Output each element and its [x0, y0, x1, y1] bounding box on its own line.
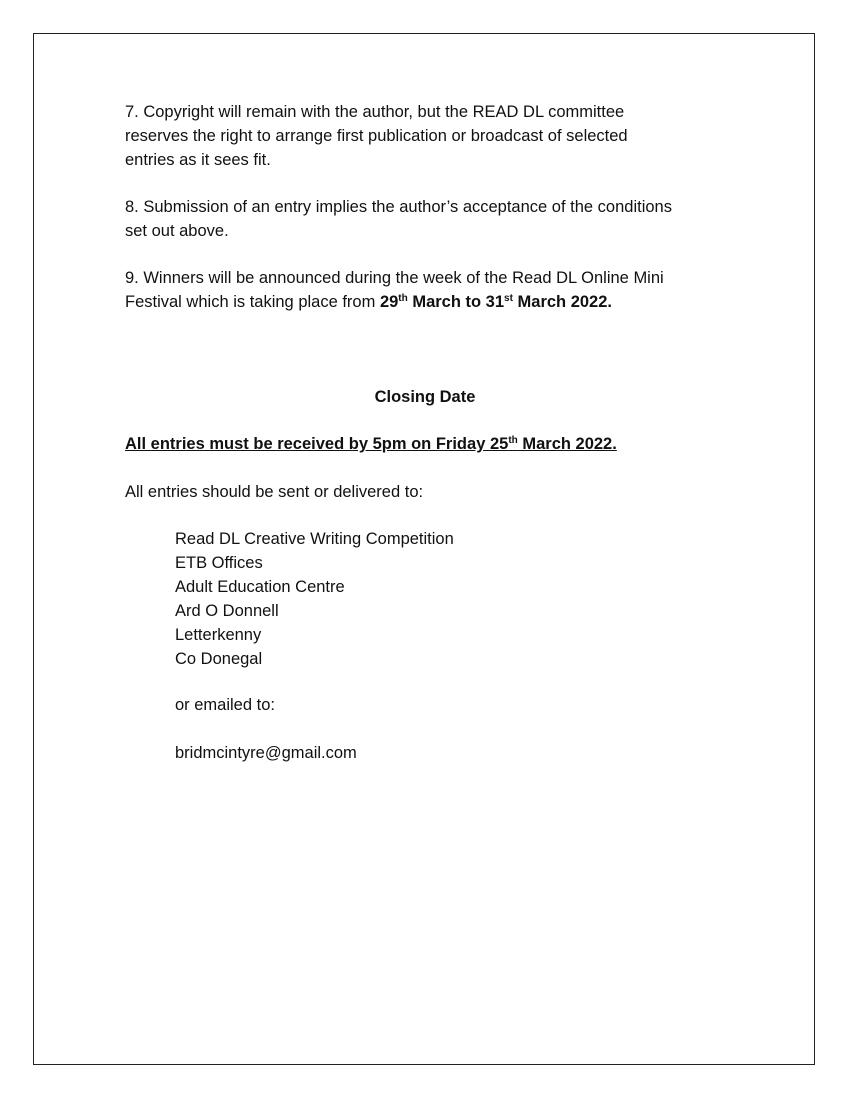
deadline-day-suffix: th — [508, 435, 518, 446]
rule-8-line-1: 8. Submission of an entry implies the author’s acceptance of the conditions — [125, 198, 672, 216]
address-line: Letterkenny — [175, 626, 262, 644]
rule-7-line-3: entries as it sees fit. — [125, 151, 271, 169]
closing-date-heading: Closing Date — [374, 388, 476, 406]
rule-7-line-1: 7. Copyright will remain with the author, but the READ DL committee — [125, 103, 625, 121]
festival-date-mid: March to 31 — [407, 293, 505, 311]
postal-address — [175, 527, 454, 671]
festival-start-suffix: th — [398, 293, 408, 304]
rule-item-8 — [125, 195, 672, 243]
rule-8-line-2: set out above. — [125, 222, 229, 240]
rule-9-line-2-prefix: Festival which is taking place from — [125, 293, 380, 311]
address-line: Co Donegal — [175, 650, 263, 668]
address-line: Adult Education Centre — [175, 578, 345, 596]
rule-item-7 — [125, 100, 628, 172]
address-line: Read DL Creative Writing Competition — [175, 530, 454, 548]
rule-9-line-2 — [125, 290, 664, 314]
rule-item-9 — [125, 266, 664, 314]
deadline-suffix: March 2022. — [517, 435, 617, 453]
address-line: Ard O Donnell — [175, 602, 279, 620]
send-intro: All entries should be sent or delivered to: — [125, 483, 424, 501]
deadline-prefix: All entries must be received by 5pm on Friday 25 — [125, 435, 509, 453]
deadline-statement — [125, 432, 617, 456]
festival-dates — [380, 293, 612, 311]
email-address[interactable]: bridmcintyre@gmail.com — [175, 744, 357, 762]
rule-9-line-1: 9. Winners will be announced during the week of the Read DL Online Mini — [125, 269, 664, 287]
festival-start-day: 29 — [379, 293, 399, 311]
festival-date-end: March 2022. — [512, 293, 612, 311]
address-line: ETB Offices — [175, 554, 263, 572]
festival-end-suffix: st — [504, 293, 513, 304]
email-intro: or emailed to: — [175, 696, 275, 714]
rule-7-line-2: reserves the right to arrange first publication or broadcast of selected — [125, 127, 628, 145]
